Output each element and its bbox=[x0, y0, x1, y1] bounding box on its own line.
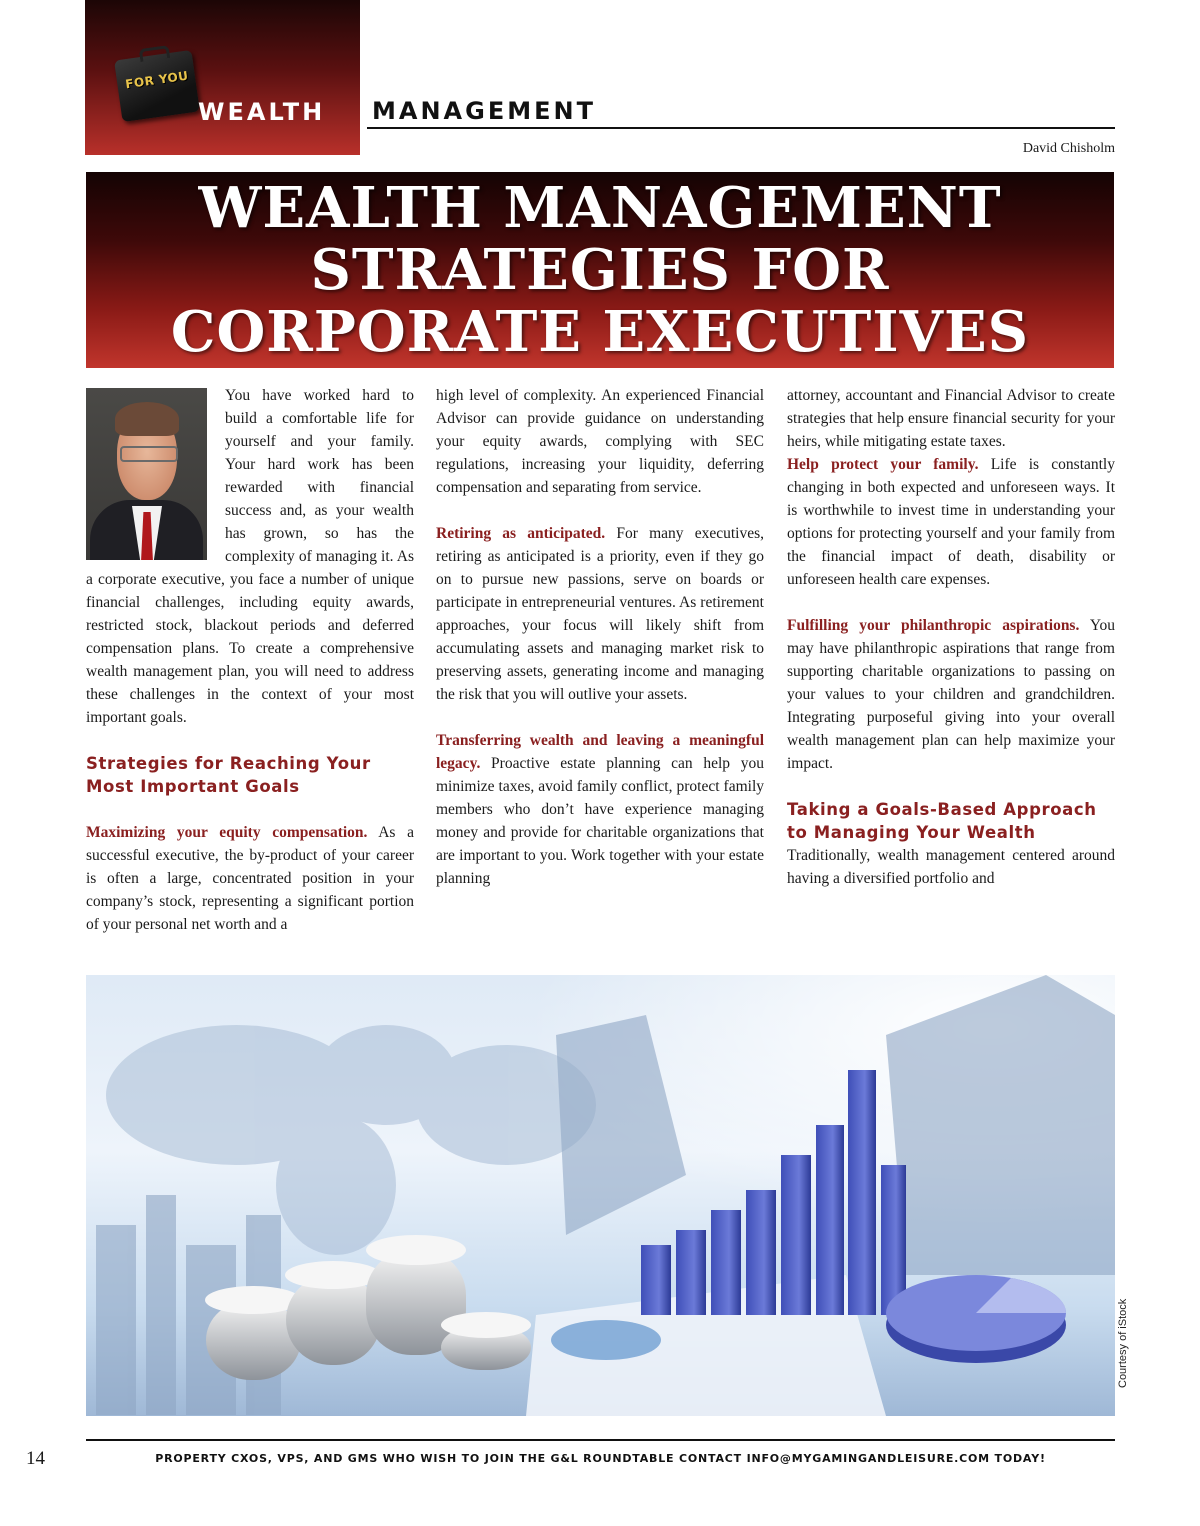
lead-in: Help protect your family. bbox=[787, 456, 979, 473]
photo-credit: Courtesy of iStock bbox=[1117, 1298, 1129, 1388]
intro-paragraph: You have worked hard to build a comfortable life for yourself and your family. Your hard work has been rewarded with financial success and, as your wealth has grown, so has the complexity of managing it. As a corporate executive, you face a number of unique financial challenges, including equity awards, restricted stock, blackout periods and deferred compensation plans. To create a comprehensive wealth management plan, you will need to address these challenges in the context of your most important goals. bbox=[86, 387, 414, 726]
lead-in: Transferring wealth and leaving a meaningful legacy. bbox=[436, 732, 764, 772]
paragraph-transferring bbox=[436, 729, 764, 890]
section-label-wealth: WEALTH bbox=[198, 98, 326, 126]
paragraph-text: As a successful executive, the by-product of your career is often a large, concentrated position in your company’s stock, representing a significant portion of your personal net worth and a bbox=[86, 824, 414, 933]
paragraph-text: Life is constantly changing in both expected and unforeseen ways. It is worthwhile to invest time in understanding your options for protecting yourself and your family from the financial impact of death, disability or unforeseen health care expenses. bbox=[787, 456, 1115, 588]
section-label-management: MANAGEMENT bbox=[372, 97, 596, 125]
footer-note: PROPERTY CXOS, VPS, AND GMS WHO WISH TO JOIN THE G&L ROUNDTABLE CONTACT INFO@MYGAMINGANDLEISURE.COM TODAY! bbox=[155, 1452, 1046, 1465]
paragraph-goals: Traditionally, wealth management centered around having a diversified portfolio and bbox=[787, 847, 1115, 887]
article-column-1 bbox=[86, 384, 414, 936]
header-rule bbox=[367, 127, 1115, 129]
article-title-line: CORPORATE EXECUTIVES bbox=[170, 299, 1030, 365]
paragraph-equity bbox=[86, 821, 414, 936]
lead-in: Retiring as anticipated. bbox=[436, 525, 606, 542]
author-portrait bbox=[86, 388, 207, 560]
subheading-goals-based: Taking a Goals-Based Approach to Managing Your Wealth bbox=[787, 800, 1097, 842]
paragraph-continued: attorney, accountant and Financial Advisor to create strategies that help ensure financial security for your heirs, while mitigating estate taxes. bbox=[787, 387, 1115, 450]
paragraph-retiring bbox=[436, 522, 764, 706]
lead-in: Maximizing your equity compensation. bbox=[86, 824, 368, 841]
page-number: 14 bbox=[26, 1448, 45, 1469]
paragraph-philanthropy bbox=[787, 614, 1115, 775]
for-you-badge: FOR YOU bbox=[124, 68, 190, 92]
article-title-banner bbox=[86, 172, 1114, 368]
subheading-strategies: Strategies for Reaching Your Most Important Goals bbox=[86, 754, 371, 796]
author-byline: David Chisholm bbox=[1022, 141, 1115, 156]
briefcase-handle bbox=[139, 45, 171, 62]
article-title-line: WEALTH MANAGEMENT bbox=[198, 175, 1002, 241]
paragraph-text: You may have philanthropic aspirations that range from supporting charitable organizations to passing on your values to your children and grandchildren. Integrating purposeful giving into your overall wealth management plan can help maximize your impact. bbox=[787, 617, 1115, 772]
paragraph-protect bbox=[787, 453, 1115, 591]
paragraph-text: For many executives, retiring as anticipated is a priority, even if they go on to pursue new passions, serve on boards or participate in entrepreneurial ventures. As retirement approaches, your focus will likely shift from accumulating assets and managing market risk to preserving assets, generating income and managing the risk that you will outlive your assets. bbox=[436, 525, 764, 703]
pie-graphic bbox=[886, 1275, 1066, 1363]
article-column-2 bbox=[436, 384, 764, 890]
briefcase-icon bbox=[114, 50, 200, 122]
paragraph-text: Proactive estate planning can help you minimize taxes, avoid family conflict, protect family members who don’t have experience managing money and provide for charitable organizations that are important to you. Work together with your estate planning bbox=[436, 755, 764, 887]
finance-illustration bbox=[86, 975, 1115, 1416]
footer-rule bbox=[86, 1439, 1115, 1441]
paragraph-continued: high level of complexity. An experienced Financial Advisor can provide guidance on understanding your equity awards, complying with SEC regulations, increasing your liquidity, deferring compensation and separating from service. bbox=[436, 387, 764, 496]
lead-in: Fulfilling your philanthropic aspirations. bbox=[787, 617, 1080, 634]
article-column-3 bbox=[787, 384, 1115, 890]
article-title-line: STRATEGIES FOR bbox=[310, 237, 890, 303]
stock-photo-finance bbox=[86, 975, 1115, 1416]
